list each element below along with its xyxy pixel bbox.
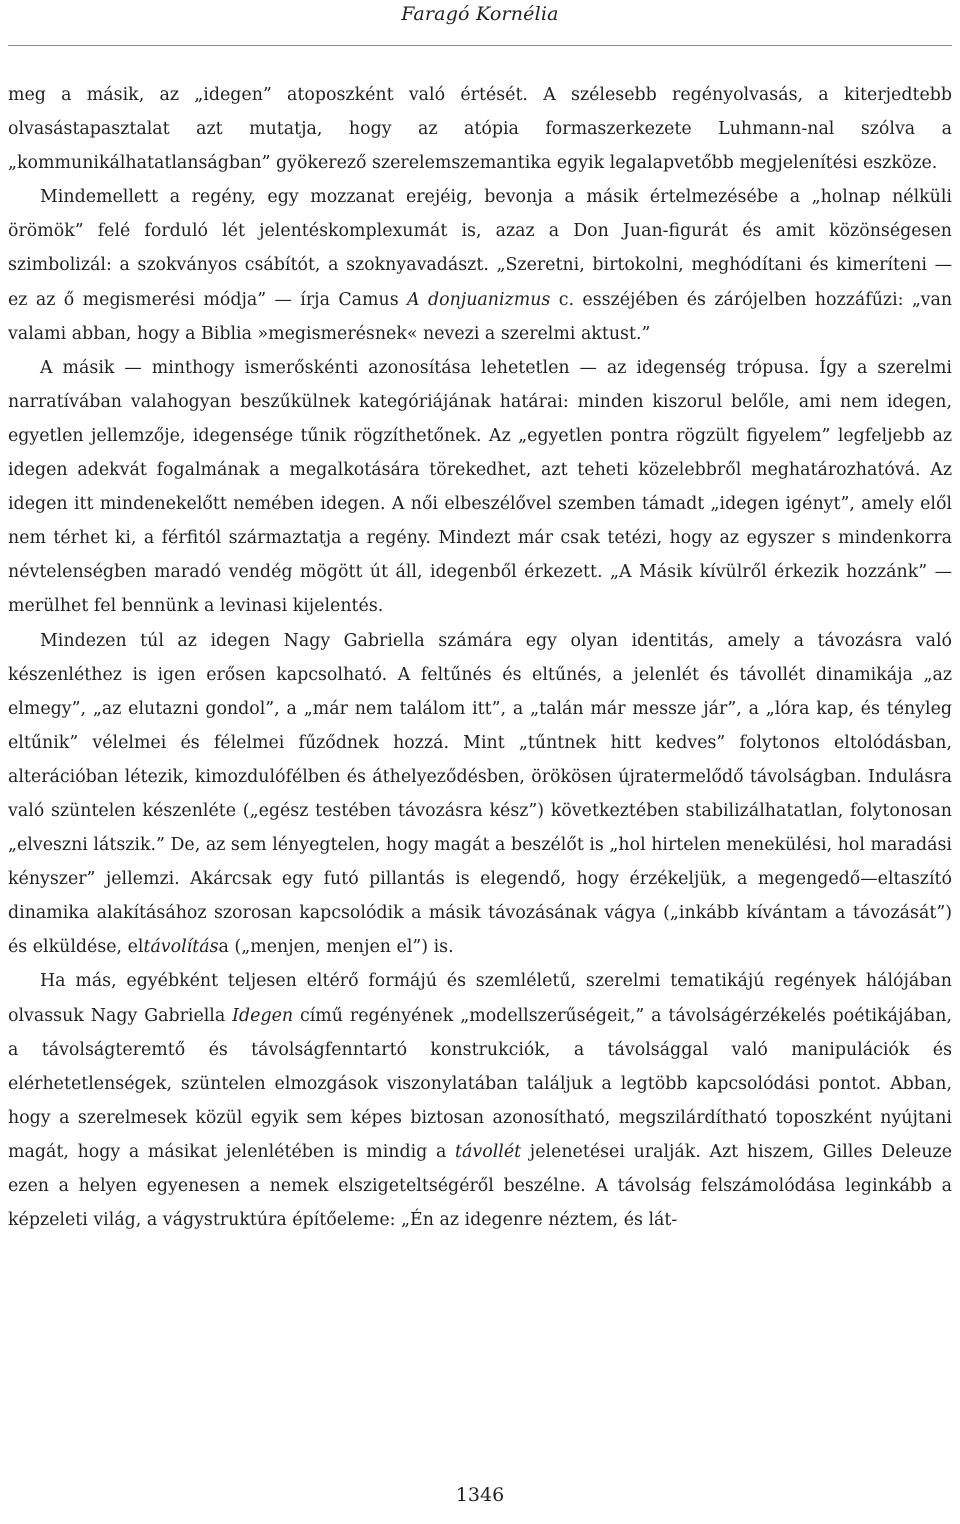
running-head: Faragó Kornélia (401, 3, 559, 25)
paragraph (8, 180, 952, 350)
text-run: című regényének „modellszerűségeit,” a távolságérzékelés poétikájában, a távolságteremtő és távolságfenntartó konstrukciók, a távolsággal való manipulációk és elérhetetlenségek, szüntelen elmozgások viszonylatában találjuk a legtöbb kapcsolódási pontot. Abban, hogy a szerelmesek közül egyik sem képes biztosan azonosítható, megszilárdítható toposzként nyújtani magát, hogy a másikat jelenlétében is mindig a (8, 1005, 952, 1162)
text-run: c. esszéjében és zárójelben hozzáfűzi: „van valami abban, hogy a Biblia »megismerésnek« nevezi a szerelmi aktust.” (8, 289, 953, 344)
paragraph (8, 624, 952, 965)
paragraph (8, 964, 952, 1237)
header-rule (8, 45, 952, 46)
italic-run: A donjuanizmus (407, 289, 551, 310)
text-run: A másik — minthogy ismerőskénti azonosítása lehetetlen — az idegenség trópusa. Így a szerelmi narratívában valahogyan beszűkülnek kategóriájának határai: minden kiszorul belőle, ami nem idegen, egyetlen jellemzője, idegensége tűnik rögzíthetőnek. Az „egyetlen pontra rögzült figyelem” legfeljebb az idegen adekvát fogalmának a megalkotására törekedhet, azt teheti közelebbről meghatározhatóvá. Az idegen itt mindenekelőtt nemében idegen. A női elbeszélővel szemben támadt „idegen igényt”, amely elől nem térhet ki, a férfitól származtatja a regény. Mindezt már csak tetézi, hogy az egyszer s mindenkorra névtelenségben maradó vendég mögött út áll, idegenből érkezett. „A Másik kívülről érkezik hozzánk” — merülhet fel bennünk a levinasi kijelentés. (8, 357, 952, 617)
italic-run: távolítás (143, 937, 219, 958)
text-run: Mindemellett a regény, egy mozzanat erejéig, bevonja a másik értelmezésébe a „holnap nélküli örömök” felé forduló lét jelentéskomplexumát is, azaz a Don Juan-figurát és amit közönségesen szimbolizál: a szokványos csábítót, a szoknyavadászt. „Szeretni, birtokolni, meghódítani és kimeríteni — ez az ő megismerési módja” — írja Camus (8, 187, 952, 310)
italic-run: távollét (455, 1141, 522, 1162)
text-run: meg a másik, az „idegen” atoposzként való értését. A szélesebb regényolvasás, a kiterjedtebb olvasástapasztalat azt mutatja, hogy az atópia formaszerkezete Luhmann-nal szólva a „kommunikálhatatlanságban” gyökerező szerelemszemantika egyik legalapvetőbb megjelenítési eszköze. (8, 85, 952, 174)
text-run: a („menjen, menjen el”) is. (218, 937, 454, 958)
paragraph (8, 78, 952, 180)
page-number: 1346 (455, 1484, 505, 1506)
body-text (8, 78, 952, 1237)
text-run: Ha más, egyébként teljesen eltérő formájú és szemléletű, szerelmi tematikájú regények hálójában olvassuk Nagy Gabriella (8, 971, 952, 1026)
text-run: jelenetései uralják. Azt hiszem, Gilles Deleuze ezen a helyen egyenesen a nemek elszigeteltségéről beszélne. A távolság felszámolódása leginkább a képzeleti világ, a vágystruktúra építőeleme: „Én az idegenre néztem, és lát- (8, 1141, 952, 1231)
italic-run: Idegen (232, 1005, 294, 1026)
text-run: Mindezen túl az idegen Nagy Gabriella számára egy olyan identitás, amely a távozásra való készenléthez is igen erősen kapcsolható. A feltűnés és eltűnés, a jelenlét és távollét dinamikája „az elmegy”, „az elutazni gondol”, a „már nem találom itt”, a „talán már messze jár”, a „lóra kap, és tényleg eltűnik” vélelmei és félelmei fűződnek hozzá. Mint „tűntnek hitt kedves” folytonos eltolódásban, alterációban létezik, kimozdulófélben és áthelyeződésben, örökösen újratermelődő távolságban. Indulásra való szüntelen készenléte („egész testében távozásra kész”) következtében stabilizálhatatlan, folytonosan „elveszni látszik.” De, az sem lényegtelen, hogy magát a beszélőt is „hol hirtelen menekülési, hol maradási kényszer” jellemzi. Akárcsak egy futó pillantás is elegendő, hogy érzékeljük, a megengedő—eltaszító dinamika alakításához szorosan kapcsolódik a másik távozásának vágya („inkább kívántam a távozását”) és elküldése, el (8, 630, 952, 958)
paragraph (8, 351, 952, 624)
